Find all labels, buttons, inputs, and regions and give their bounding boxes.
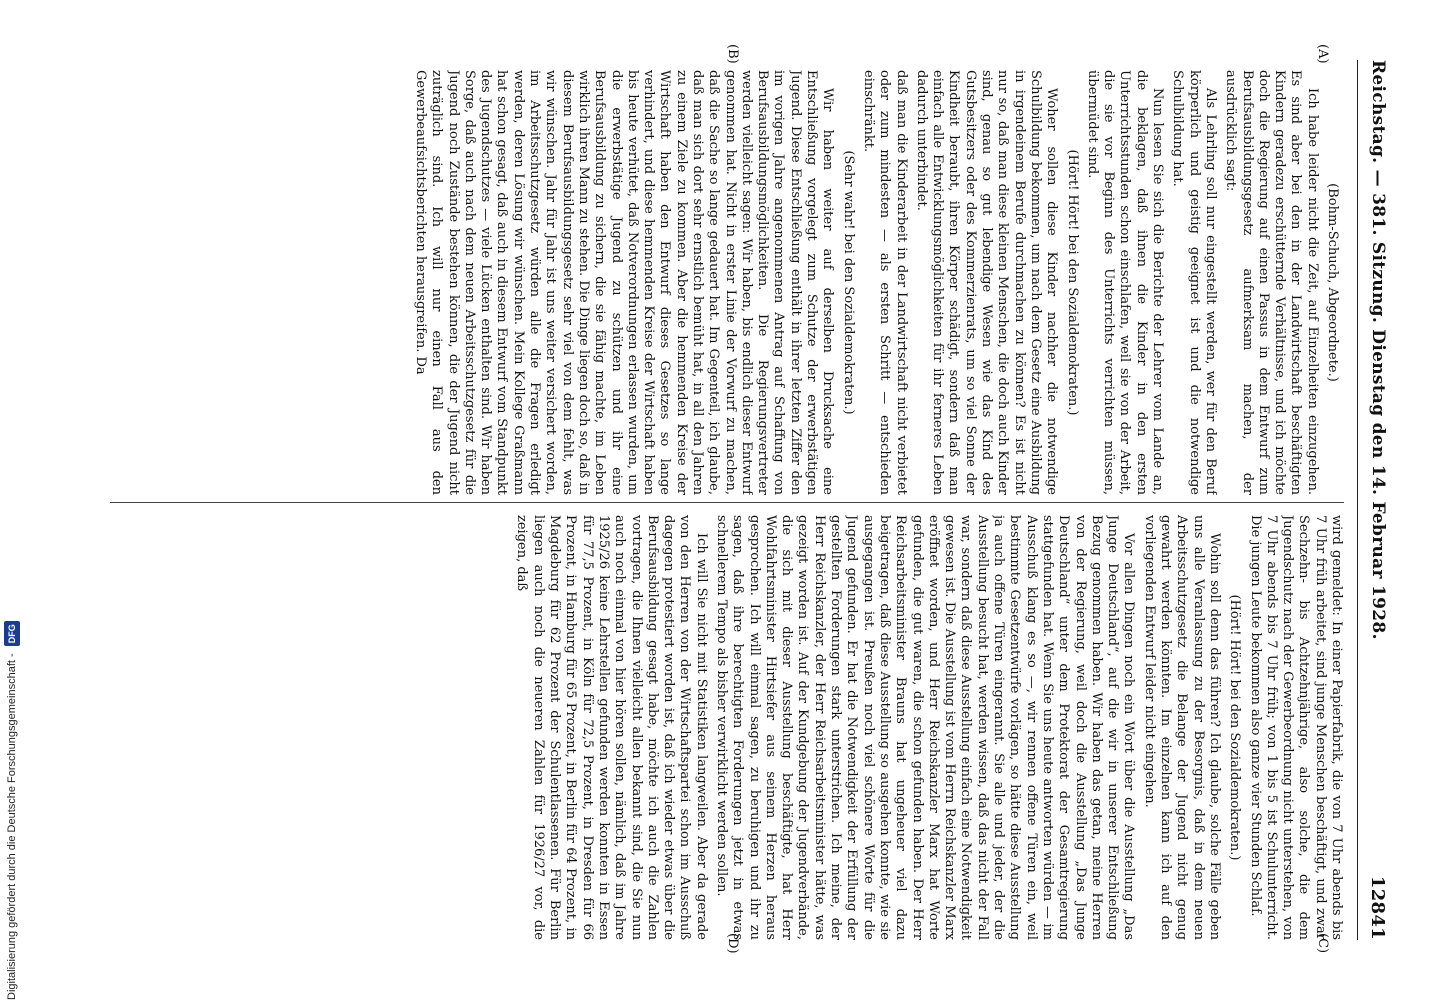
interjection: (Sehr wahr! bei den Sozialdemokraten.) bbox=[840, 150, 856, 415]
dfg-logo: DFG bbox=[4, 621, 20, 646]
paragraph: Ich habe leider nicht die Zeit, auf Einzelheiten einzugehen. Es sind aber bei den in der Landwirtschaft beschäftigten Kindern geradezu erschütternde Verhältnisse, und ich möchte doch die Regierung auf einen Passus in dem Entwurf zum Berufsausbildungsgesetz aufmerksam machen, der ausdrücklich sagt: bbox=[1223, 70, 1320, 495]
credit-text: Digitalisierung gefördert durch die Deutsche Forschungsgemeinschaft - bbox=[6, 653, 18, 1000]
header-rule bbox=[1357, 60, 1358, 940]
rotated-page-content bbox=[100, 40, 1400, 960]
document-page bbox=[100, 40, 1400, 960]
paragraph: Woher sollen diese Kinder nachher die notwendige Schulbildung bekommen, um nach dem Gesetz eine Ausbildung in irgendeinem Berufe durchmachen zu können? Es ist nicht nur so, daß man diese kleinen Menschen, die doch auch Kinder sind, genau so gut lebendige Wesen wie das Kind des Gutsbesitzers oder des Kommerzienrats, um so viel Sonne der Kindheit beraubt, ihren Körper schädigt, sondern daß man einfach alle Entwicklungsmöglichkeiten für ihr ferneres Leben dadurch unterbindet. bbox=[913, 70, 1060, 495]
paragraph: wird gemeldet: In einer Papierfabrik, die von 7 Uhr abends bis 7 Uhr früh arbeitet, sind junge Menschen beschäftigt, und zwar Sechzehn- bis Achtzehnjährige, also solche, die dem Jugendschutz nach der Gewerbeordnung nicht unterstehen, von 7 Uhr abends bis 7 Uhr früh; von 1 bis 5 ist Schulunterricht. Die jungen Leute bekommen also ganze vier Stunden Schlaf. bbox=[1247, 515, 1344, 940]
page-number: 12841 bbox=[1367, 875, 1389, 940]
right-column bbox=[110, 515, 1344, 940]
margin-mark-a: (A) bbox=[1315, 44, 1330, 64]
margin-mark-d: (D) bbox=[725, 933, 740, 954]
paragraph: Wir haben weiter auf derselben Drucksache eine Entschließung vorgelegt zum Schutze der erwerbstätigen Jugend. Diese Entschließung enthält in ihrer letzten Ziffer den im vorigen Jahre angenommenen Antrag auf Schaffung von Berufsausbildungsmöglichkeiten. Die Regierungsvertreter werden vielleicht sagen: Wir haben, bis endlich dieser Entwurf genommen hat. Nicht in erster Linie der Vorwurf zu machen, daß die Sache so lange gedauert hat. Im Gegenteil, ich glaube, daß man sich dort sehr ernstlich bemüht hat, in all den Jahren zu einem Ziele zu kommen. Aber die hemmenden Kreise der Wirtschaft haben den Entwurf dieses Gesetzes so lange verhindert, und diese hemmenden Kreise der Wirtschaft haben bis heute verhütet, daß Notverordnungen erlassen wurden, um die erwerbstätige Jugend zu schützen und ihr eine Berufsausbildung zu sichern, die sie fähig machte, im Leben wirklich ihren Mann zu stehen. Die Dinge liegen doch so, daß in diesem Berufsausbildungsgesetz sehr viel von dem fehlt, was wir wünschen. Jahr für Jahr ist uns weiter versichert worden, im Arbeitsschutzgesetz würden alle die Fragen erledigt werden, deren Lösung wir wünschen. Mein Kollege Graßmann hat schon gesagt, daß auch in diesem Entwurf vom Standpunkt des Jugendschutzes — viele Lücken enthalten sind. Wir haben Sorge, daß auch nach dem neuen Arbeitsschutzgesetz für die Jugend noch Zustände bestehen können, die der Jugend nicht zuträglich sind. Ich will nur einen Fall aus den Gewerbeaufsichtsberichten herausgreifen. Da bbox=[412, 70, 836, 495]
paragraph: Ich will Sie nicht mit Statistiken langweilen. Aber da gerade von den Herren von der Wirtschaftspartei schon im Ausschuß dagegen protestiert worden ist, daß ich wieder etwas über die Berufsausbildung gesagt habe, möchte ich auch die Zahlen vortragen, die Ihnen vielleicht allen bekannt sind, die Sie nun auch noch einmal von hier hören sollen, nämlich, daß im Jahre 1925/26 keine Lehrstellen gefunden werden konnten in Essen für 77,5 Prozent, in Köln für 72,5 Prozent, in Dresden für 66 Prozent, in Hamburg für 65 Prozent, in Berlin für 64 Prozent, in Magdeburg für 62 Prozent der Schulentlassenen. Für Berlin liegen auch noch die neueren Zahlen für 1926/27 vor, die zeigen, daß bbox=[514, 515, 709, 940]
paragraph: Vor allen Dingen noch ein Wort über die Ausstellung „Das Junge Deutschland“, auf die wir in unserer Entschließung Bezug genommen haben. Wir haben das getan, meine Herren von der Regierung, weil doch die Ausstellung „Das Junge Deutschland“ unter dem Protektorat der Gesamtregierung stattgefunden hat. Wenn Sie uns heute antworten würden — im Ausschuß klang es so —, wir rennen offene Türen ein, weil bestimmte Gesetzentwürfe vorlägen, so hätte diese Ausstellung ja auch offene Türen eingerannt. Sie alle und jeder, der die Ausstellung besucht hat, werden wissen, daß das nicht der Fall war, sondern daß diese Ausstellung einfach eine Notwendigkeit gewesen ist. Die Ausstellung ist vom Herrn Reichskanzler Marx eröffnet worden, und Herr Reichskanzler Marx hat Worte gefunden, die gut waren, die schon gefunden haben. Der Herr Reichsarbeitsminister Brauns hat ungeheuer viel dazu beigetragen, daß diese Ausstellung so ausgehen konnte, wie sie ausgegangen ist. Preußen noch viel schönere Worte für die Jugend gefunden. Er hat die Notwendigkeit der Erfüllung der gestellten Forderungen stark unterstrichen. Ich meine, der Herr Reichskanzler, der Herr Reichsarbeitsminister hätte, was gezeigt worden ist. Auf der Kundgebung der Jugendverbände, die sich mit dieser Ausstellung beschäftigte, hat Herr Wohlfahrtsminister Hirtsiefer aus seinem Herzen heraus gesprochen. Ich will einmal sagen, zu beruhigen und ihr zu sagen, daß ihre berechtigten Forderungen jetzt in etwas schnellerem Tempo als bisher verwirklicht werden sollen. bbox=[714, 515, 1137, 940]
interjection: (Hört! Hört! bei den Sozialdemokraten.) bbox=[1064, 149, 1080, 416]
quote-paragraph: Als Lehrling soll nur eingestellt werden, wer für den Beruf körperlich und geistig geeignet ist und die notwendige Schulbildung hat. bbox=[1170, 70, 1218, 495]
page-header bbox=[1362, 60, 1394, 940]
interjection: (Hört! Hört! bei den Sozialdemokraten.) bbox=[1227, 594, 1243, 861]
paragraph: daß man die Kinderarbeit in der Landwirtschaft nicht verbietet oder zum mindesten — als ersten Schritt — entschieden einschränkt. bbox=[860, 70, 909, 495]
margin-mark-b: (B) bbox=[725, 44, 740, 64]
speaker-label: (Bohm-Schuch, Abgeordnete.) bbox=[1325, 183, 1340, 382]
paragraph: Wohin soll denn das führen? Ich glaube, solche Fälle geben uns alle Veranlassung zu der Besorgnis, daß in dem neuen Arbeitsschutzgesetz die Belange der Jugend nicht genug gewahrt werden könnten. Im einzelnen kann ich auf den vorliegenden Entwurf leider nicht eingehen. bbox=[1141, 515, 1222, 940]
margin-mark-c: (C) bbox=[1315, 933, 1330, 954]
digitization-credit bbox=[4, 0, 24, 1000]
page-title: Reichstag. — 381. Sitzung. Dienstag den 14. Februar 1928. bbox=[1368, 60, 1388, 640]
paragraph: Nun lesen Sie sich die Berichte der Lehrer vom Lande an, die beklagen, daß ihnen die Kinder in den ersten Unterrichtsstunden schon einschlafen, weil sie von der Arbeit, die sie vor Beginn des Unterrichts verrichten müssen, übermüdet sind. bbox=[1084, 70, 1166, 495]
left-column bbox=[110, 70, 1344, 495]
column-divider bbox=[110, 502, 1344, 503]
